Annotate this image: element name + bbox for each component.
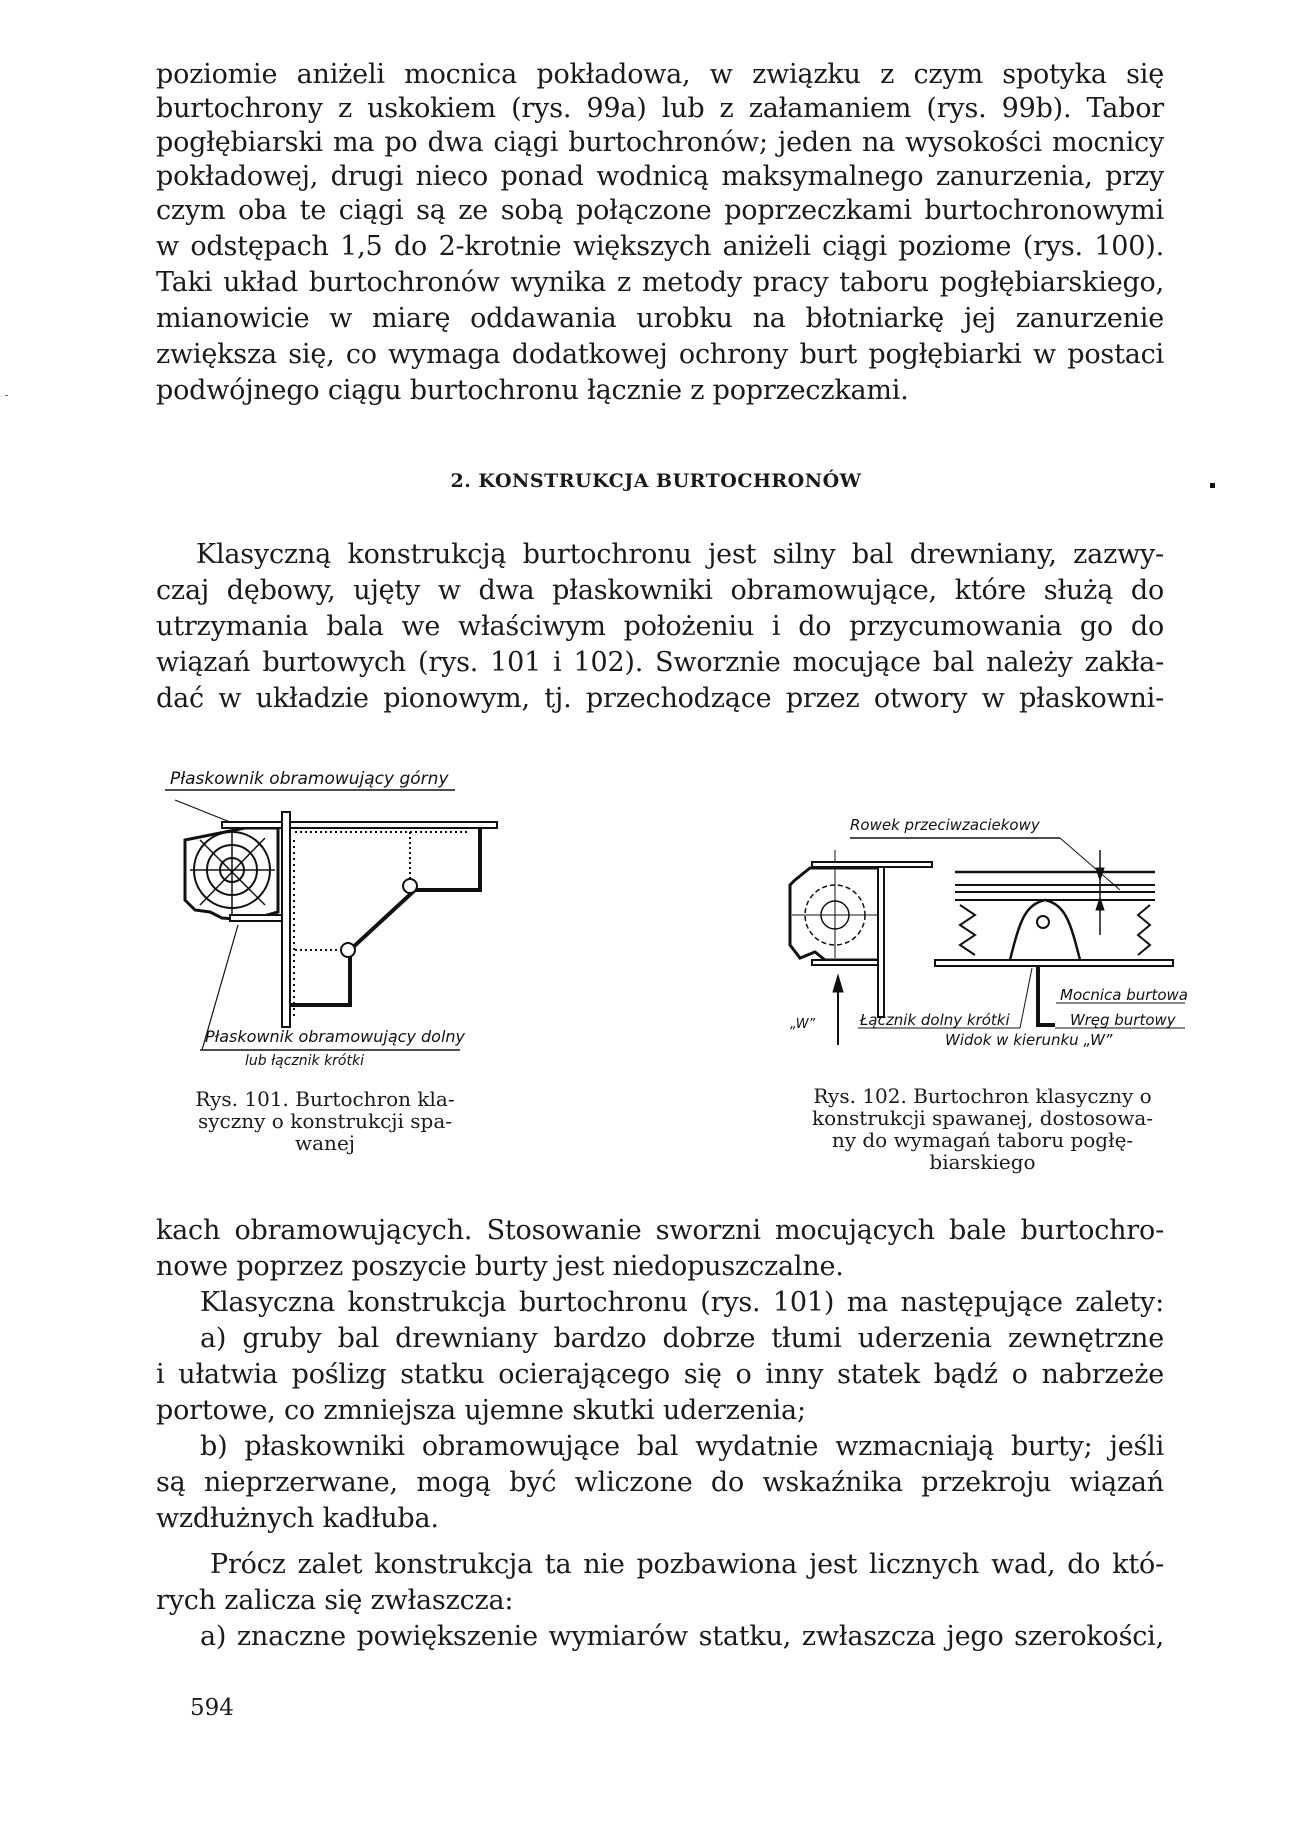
text-line: Prócz zalet konstrukcja ta nie pozbawiona jest licznych wad, do któ- <box>210 1549 1164 1580</box>
leader-line <box>175 800 230 822</box>
stiffener-profile <box>290 828 480 1005</box>
text-line: wzdłużnych kadłuba. <box>156 1503 439 1534</box>
text-line: poziomie aniżeli mocnica pokładowa, w związku z czym spotyka się <box>156 59 1164 90</box>
caption-line: wanej <box>295 1131 355 1155</box>
text-line: kach obramowujących. Stosowanie sworzni mocujących bale burtochro- <box>156 1215 1164 1246</box>
caption-line: Rys. 101. Burtochron kla- <box>195 1087 455 1111</box>
text-line: Taki układ burtochronów wynika z metody pracy taboru pogłębiarskiego, <box>156 267 1164 298</box>
caption-line: Rys. 102. Burtochron klasyczny o <box>813 1084 1152 1108</box>
text-line: mianowicie w miarę oddawania urobku na błotniarkę jej zanurzenie <box>156 303 1164 334</box>
bottom-flat-bar <box>230 915 282 921</box>
figure-102-label-stringer: Mocnica burtowa <box>1060 986 1188 1004</box>
top-flat-bar <box>222 822 497 828</box>
figure-101-label-top: Płaskownik obramowujący górny <box>170 769 449 789</box>
caption-line: ny do wymagań taboru pogłę- <box>831 1128 1134 1152</box>
text-line: rych zalicza się zwłaszcza: <box>156 1585 514 1616</box>
figure-102-label-frame: Wręg burtowy <box>1070 1011 1176 1029</box>
caption-line: syczny o konstrukcji spa- <box>197 1109 453 1133</box>
text-line: w odstępach 1,5 do 2-krotnie większych aniżeli ciągi poziome (rys. 100). <box>156 231 1164 262</box>
text-line: wiązań burtowych (rys. 101 i 102). Sworznie mocujące bal należy zakła- <box>156 647 1164 678</box>
figure-102-label-view: Widok w kierunku „W” <box>945 1031 1113 1049</box>
figure-101-caption <box>160 1088 490 1154</box>
text-line: nowe poprzez poszycie burty jest niedopuszczalne. <box>156 1251 844 1282</box>
section-heading: 2. KONSTRUKCJA BURTOCHRONÓW <box>450 470 862 492</box>
vertical-bar <box>282 812 290 1027</box>
text-line: czaj dębowy, ujęty w dwa płaskowniki obramowujące, które służą do <box>156 575 1164 606</box>
text-line: czym oba te ciągi są ze sobą połączone poprzeczkami burtochronowymi <box>156 195 1164 226</box>
text-line: dać w układzie pionowym, tj. przechodzące przez otwory w płaskowni- <box>156 683 1164 714</box>
text-line: b) płaskowniki obramowujące bal wydatnie wzmacniają burty; jeśli <box>200 1431 1164 1462</box>
text-line: a) gruby bal drewniany bardzo dobrze tłumi uderzenia zewnętrzne <box>200 1323 1164 1354</box>
caption-line: biarskiego <box>929 1150 1036 1174</box>
text-line: pogłębiarski ma po dwa ciągi burtochronów; jeden na wysokości mocnicy <box>156 127 1164 158</box>
text-line: Klasyczną konstrukcją burtochronu jest silny bal drewniany, zazwy- <box>196 539 1164 570</box>
frame-profile <box>1038 966 1055 1025</box>
figure-101-label-bottom-2: lub łącznik krótki <box>245 1053 364 1069</box>
sheer-strake <box>935 960 1173 966</box>
caption-line: konstrukcji spawanej, dostosowa- <box>811 1106 1153 1130</box>
figure-102-drawing <box>770 810 1190 1050</box>
text-line: podwójnego ciągu burtochronu łącznie z poprzeczkami. <box>156 375 909 406</box>
figure-101-label-bottom: Płaskownik obramowujący dolny <box>205 1027 465 1046</box>
margin-mark <box>5 395 8 396</box>
text-line: i ułatwia poślizg statku ocierającego się o inny statek bądź o nabrzeże <box>156 1359 1164 1390</box>
stray-dot <box>1210 483 1215 488</box>
text-line: są nieprzerwane, mogą być wliczone do wskaźnika przekroju wiązań <box>156 1467 1164 1498</box>
lug-plate <box>1010 900 1080 960</box>
figure-102-label-connector: Łącznik dolny krótki <box>860 1011 1010 1029</box>
page-number: 594 <box>190 1695 234 1721</box>
text-line: burtochrony z uskokiem (rys. 99a) lub z załamaniem (rys. 99b). Tabor <box>156 93 1164 124</box>
text-line: utrzymania bala we właściwym położeniu i do przycumowania go do <box>156 611 1164 642</box>
figure-102-caption <box>780 1085 1185 1173</box>
text-line: zwiększa się, co wymaga dodatkowej ochrony burt pogłębiarki w postaci <box>156 339 1164 370</box>
arrow-w-label: „W” <box>790 1017 816 1032</box>
text-line: Klasyczna konstrukcja burtochronu (rys. 101) ma następujące zalety: <box>200 1287 1164 1318</box>
text-line: portowe, co zmniejsza ujemne skutki uderzenia; <box>156 1395 806 1426</box>
text-line: a) znaczne powiększenie wymiarów statku, zwłaszcza jego szerokości, <box>200 1621 1164 1652</box>
vertical-bar <box>878 867 884 1017</box>
figure-102-label-groove: Rowek przeciwzaciekowy <box>850 816 1040 834</box>
figure-101-drawing <box>160 760 500 1080</box>
text-line: pokładowej, drugi nieco ponad wodnicą maksymalnego zanurzenia, przy <box>156 161 1164 192</box>
